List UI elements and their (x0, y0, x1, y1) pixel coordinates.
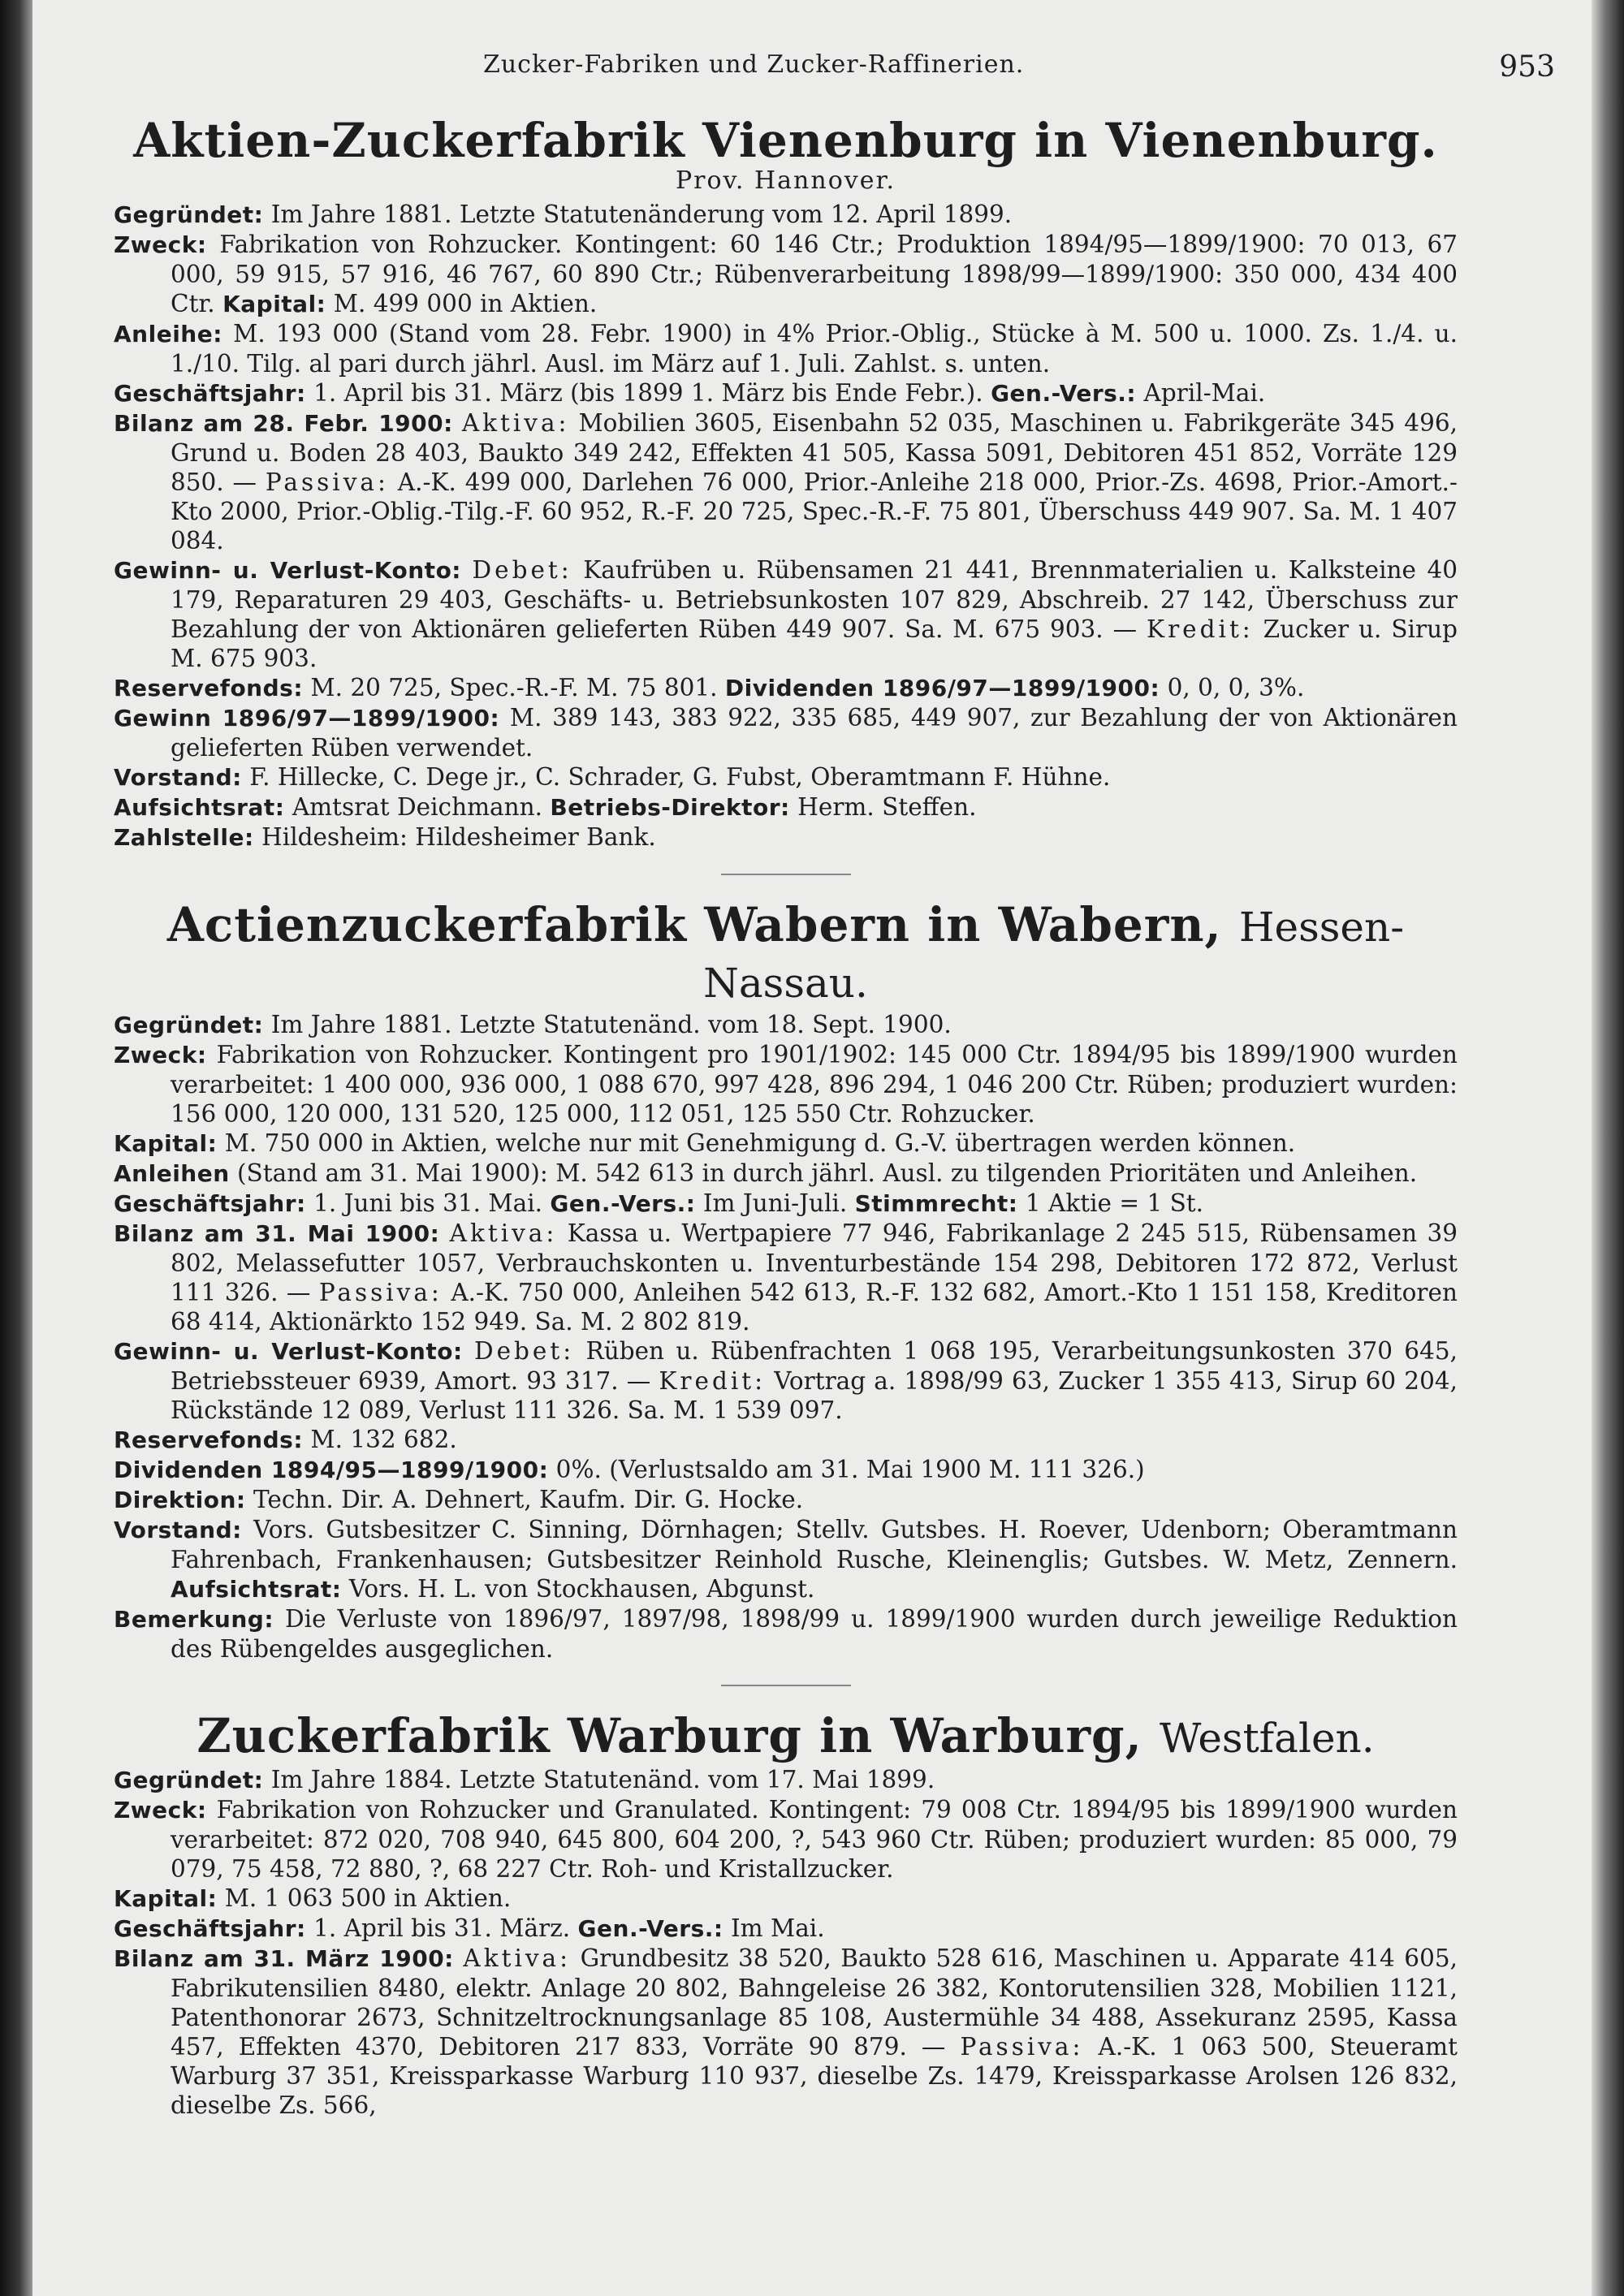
entry-text-meeting: Im Mai. (731, 1914, 825, 1942)
entry-text: M. 20 725, Spec.-R.-F. M. 75 801. (310, 674, 718, 701)
debet-label: Debet: (473, 1337, 575, 1365)
entry-loans (114, 1159, 1458, 1189)
entry-text: M. 750 000 in Aktien, welche nur mit Genehmigung d. G.-V. übertragen werden können. (224, 1129, 1296, 1157)
entry-text-passiva: A.-K. 1 063 500, Steueramt Warburg 37 351, Kreissparkasse Warburg 110 937, dieselbe Zs. 1479, Kreissparkasse Arolsen 126 832, dieselbe Zs. 566, (171, 2033, 1458, 2119)
entry-text: (Stand am 31. Mai 1900): M. 542 613 in durch jährl. Ausl. zu tilgenden Prioritäten und Anleihen. (237, 1159, 1418, 1187)
company-name: Aktien-Zuckerfabrik Vienenburg in Vienenburg. (133, 113, 1438, 168)
entry-text: 0%. (Verlustsaldo am 31. Mai 1900 M. 111 326.) (555, 1456, 1145, 1483)
entry-text-director: Herm. Steffen. (797, 793, 977, 821)
entry-label: Geschäftsjahr: (114, 1190, 306, 1217)
entry-label: Geschäftsjahr: (114, 1915, 306, 1942)
entry-board (114, 1515, 1458, 1604)
passiva-label: Passiva: (960, 2033, 1084, 2061)
entry-text: Mobilien 3605, Eisenbahn 52 035, Maschinen u. Fabrikgeräte 345 496, Grund u. Boden 28 403, Baukto 349 242, Effekten 41 505, Kassa 5091, Debitoren 451 852, Vorräte 129 850. — (171, 409, 1458, 496)
entry-text-passiva: A.-K. 499 000, Darlehen 76 000, Prior.-Anleihe 218 000, Prior.-Zs. 4698, Prior.-Amort.-Kto 2000, Prior.-Oblig.-Tilg.-F. 60 952, R.-F. 20 725, Spec.-R.-F. 75 801, Überschuss 449 907. Sa. M. 1 407 084. (171, 468, 1458, 555)
entry-text-kredit: Vortrag a. 1898/99 63, Zucker 1 355 413, Sirup 60 204, Rückstände 12 089, Verlust 111 326. Sa. M. 1 539 097. (171, 1367, 1458, 1424)
company-section-warburg (114, 1709, 1458, 2120)
entry-text: Fabrikation von Rohzucker. Kontingent pro 1901/1902: 145 000 Ctr. 1894/95 bis 1899/1900 wurden verarbeitet: 1 400 000, 936 000, 1 088 670, 997 428, 896 294, 1 046 200 Ctr. Rüben; produziert wurden: 156 000, 120 000, 131 520, 125 000, 112 051, 125 550 Ctr. Rohzucker. (171, 1041, 1458, 1128)
section-divider (721, 874, 851, 875)
book-page (32, 0, 1592, 2296)
entry-label: Zahlstelle: (114, 824, 254, 851)
company-section-wabern (114, 898, 1458, 1664)
entry-founded (114, 1765, 1458, 1795)
entry-fiscal-year (114, 378, 1458, 408)
entry-purpose (114, 230, 1458, 319)
entry-label: Gegründet: (114, 201, 264, 228)
entry-text: F. Hillecke, C. Dege jr., C. Schrader, G. Fubst, Oberamtmann F. Hühne. (249, 763, 1111, 791)
kredit-label: Kredit: (1147, 615, 1254, 643)
passiva-label: Passiva: (265, 468, 389, 496)
entry-text: Fabrikation von Rohzucker. Kontingent: 60 146 Ctr.; Produktion 1894/95—1899/1900: 70 013, 67 000, 59 915, 57 916, 46 767, 60 890 Ctr.; Rübenverarbeitung 1898/99—1899/1900: 350 000, 434 400 Ctr. (171, 231, 1458, 317)
company-subtitle: Prov. Hannover. (675, 166, 896, 195)
company-section-vienenburg (114, 114, 1458, 852)
page-content (114, 114, 1458, 2120)
entry-reserve (114, 1425, 1458, 1455)
entry-label-supervisory: Aufsichtsrat: (171, 1576, 342, 1603)
entry-label: Zweck: (114, 1042, 207, 1068)
entry-text-dividends: 0, 0, 0, 3%. (1167, 674, 1305, 701)
entry-remark (114, 1604, 1458, 1664)
entry-label: Vorstand: (114, 1517, 242, 1543)
entry-text: M. 389 143, 383 922, 335 685, 449 907, zur Bezahlung der von Aktionären gelieferten Rüben verwendet. (171, 704, 1458, 762)
entry-text: M. 1 063 500 in Aktien. (224, 1884, 512, 1912)
entry-text-voting: 1 Aktie = 1 St. (1025, 1189, 1204, 1217)
entry-text: Im Jahre 1884. Letzte Statutenänd. vom 17. Mai 1899. (270, 1766, 935, 1793)
aktiva-label: Aktiva: (463, 1944, 572, 1972)
entry-text: 1. April bis 31. März (bis 1899 1. März bis Ende Febr.). (313, 379, 983, 407)
entry-label-voting: Stimmrecht: (854, 1190, 1018, 1217)
entry-capital (114, 1884, 1458, 1914)
entry-label: Bilanz am 31. Mai 1900: (114, 1220, 440, 1247)
entry-founded (114, 200, 1458, 230)
aktiva-label: Aktiva: (449, 1219, 558, 1247)
entry-text-kredit: Zucker u. Sirup M. 675 903. (171, 615, 1458, 672)
entry-label: Kapital: (114, 1885, 218, 1912)
entry-text: Fabrikation von Rohzucker und Granulated. Kontingent: 79 008 Ctr. 1894/95 bis 1899/1900 wurden verarbeitet: 872 020, 708 940, 645 800, 604 200, ?, 543 960 Ctr. Rüben; produziert wurden: 85 000, 79 079, 75 458, 72 880, ?, 68 227 Ctr. Roh- und Kristallzucker. (171, 1796, 1458, 1883)
entry-text: 1. April bis 31. März. (313, 1914, 571, 1942)
aktiva-label: Aktiva: (461, 409, 570, 437)
entry-label: Kapital: (114, 1130, 218, 1157)
entry-label: Vorstand: (114, 764, 242, 791)
entry-label-capital: Kapital: (222, 291, 326, 317)
entry-label: Gewinn- u. Verlust-Konto: (114, 1338, 463, 1365)
running-title: Zucker-Fabriken und Zucker-Raffinerien. (483, 50, 1025, 79)
entry-label-meeting: Gen.-Vers.: (577, 1915, 723, 1942)
page-edge-right (1592, 0, 1624, 2296)
entry-label-dividends: Dividenden 1896/97—1899/1900: (724, 675, 1160, 701)
entry-text: Im Jahre 1881. Letzte Statutenänd. vom 18. Sept. 1900. (270, 1011, 952, 1038)
debet-label: Debet: (472, 556, 572, 584)
entry-label: Gegründet: (114, 1012, 264, 1038)
company-title (114, 898, 1458, 1010)
entry-text: Kaufrüben u. Rübensamen 21 441, Brennmaterialien u. Kalksteine 40 179, Reparaturen 29 403, Geschäfts- u. Betriebsunkosten 107 829, Abschreib. 27 142, Überschuss zur Bezahlung der von Aktionären gelieferten Rüben 449 907. Sa. M. 675 903. — (171, 556, 1458, 643)
entry-label: Geschäftsjahr: (114, 380, 306, 407)
page-header (32, 50, 1559, 83)
entry-text: M. 193 000 (Stand vom 28. Febr. 1900) in 4% Prior.-Oblig., Stücke à M. 500 u. 1000. Zs. 1./4. u. 1./10. Tilg. al pari durch jährl. Ausl. im März auf 1. Juli. Zahlst. s. unten. (171, 320, 1458, 378)
entry-label: Dividenden 1894/95—1899/1900: (114, 1457, 549, 1483)
company-name: Zuckerfabrik Warburg in Warburg, (197, 1708, 1142, 1763)
entry-label: Direktion: (114, 1487, 246, 1513)
entry-board (114, 762, 1458, 792)
entry-profit-loss (114, 1336, 1458, 1425)
entry-text-meeting: April-Mai. (1143, 379, 1266, 407)
entry-label: Bemerkung: (114, 1606, 274, 1633)
entry-text: Rüben u. Rübenfrachten 1 068 195, Verarbeitungsunkosten 370 645, Betriebssteuer 6939, Amort. 93 317. — (171, 1337, 1458, 1395)
entry-founded (114, 1010, 1458, 1040)
entry-text: Grundbesitz 38 520, Baukto 528 616, Maschinen u. Apparate 414 605, Fabrikutensilien 8480, elektr. Anlage 20 802, Bahngeleise 26 382, Kontorutensilien 328, Mobilien 1121, Patenthonorar 2673, Schnitzeltrocknungsanlage 85 108, Austermühle 34 488, Assekuranz 2595, Kassa 457, Effekten 4370, Debitoren 217 833, Vorräte 90 879. — (171, 1944, 1458, 2061)
entry-fiscal-year (114, 1189, 1458, 1219)
section-divider (721, 1685, 851, 1686)
entry-label: Aufsichtsrat: (114, 794, 285, 821)
entry-label: Zweck: (114, 1797, 207, 1823)
entry-text: Die Verluste von 1896/97, 1897/98, 1898/99 u. 1899/1900 wurden durch jeweilige Reduktion des Rübengeldes ausgeglichen. (171, 1605, 1458, 1663)
entry-label: Zweck: (114, 231, 207, 258)
entry-text: Im Jahre 1881. Letzte Statutenänderung vom 12. April 1899. (270, 201, 1013, 228)
company-title (114, 1709, 1458, 1765)
entry-label-director: Betriebs-Direktor: (550, 794, 790, 821)
entry-label: Anleihe: (114, 321, 222, 347)
entry-fiscal-year (114, 1914, 1458, 1944)
entry-label-meeting: Gen.-Vers.: (991, 380, 1137, 407)
entry-text: Kassa u. Wertpapiere 77 946, Fabrikanlage 2 245 515, Rübensamen 39 802, Melassefutter 1057, Verbrauchskonten u. Inventurbestände 154 298, Debitoren 172 872, Verlust 111 326. — (171, 1219, 1458, 1306)
company-region: Hessen-Nassau. (703, 904, 1405, 1007)
company-title (114, 114, 1458, 167)
entry-label: Bilanz am 28. Febr. 1900: (114, 410, 453, 437)
page-number: 953 (1499, 50, 1555, 84)
entry-text-meeting: Im Juni-Juli. (702, 1189, 848, 1217)
entry-balance (114, 1944, 1458, 2120)
page-edge-left (0, 0, 32, 2296)
entry-text: 1. Juni bis 31. Mai. (313, 1189, 543, 1217)
entry-label: Reservefonds: (114, 675, 304, 701)
entry-supervisory (114, 792, 1458, 822)
entry-profit (114, 703, 1458, 762)
entry-profit-loss (114, 555, 1458, 673)
entry-text-supervisory: Vors. H. L. von Stockhausen, Abgunst. (348, 1575, 815, 1603)
entry-text: Hildesheim: Hildesheimer Bank. (261, 823, 656, 851)
entry-purpose (114, 1795, 1458, 1884)
entry-balance (114, 1219, 1458, 1336)
entry-text: M. 132 682. (310, 1426, 457, 1453)
entry-label-meeting: Gen.-Vers.: (550, 1190, 696, 1217)
entry-text-capital: M. 499 000 in Aktien. (333, 290, 598, 317)
entry-text: Techn. Dir. A. Dehnert, Kaufm. Dir. G. Hocke. (253, 1486, 804, 1513)
company-name: Actienzuckerfabrik Wabern in Wabern, (166, 897, 1222, 952)
kredit-label: Kredit: (659, 1367, 767, 1395)
entry-purpose (114, 1040, 1458, 1129)
entry-text: Vors. Gutsbesitzer C. Sinning, Dörnhagen; Stellv. Gutsbes. H. Roever, Udenborn; Oberamtmann Fahrenbach, Frankenhausen; Gutsbesitzer Reinhold Rusche, Kleinenglis; Gutsbes. W. Metz, Zennern. (171, 1516, 1458, 1573)
entry-capital (114, 1129, 1458, 1159)
passiva-label: Passiva: (318, 1279, 443, 1306)
entry-label: Gewinn 1896/97—1899/1900: (114, 705, 500, 732)
entry-reserve (114, 673, 1458, 703)
entry-management (114, 1485, 1458, 1515)
entry-balance (114, 408, 1458, 555)
entry-text-passiva: A.-K. 750 000, Anleihen 542 613, R.-F. 132 682, Amort.-Kto 1 151 158, Kreditoren 68 414, Aktionärkto 152 949. Sa. M. 2 802 819. (171, 1279, 1458, 1336)
entry-label: Bilanz am 31. März 1900: (114, 1945, 454, 1972)
entry-label: Gewinn- u. Verlust-Konto: (114, 557, 462, 584)
entry-text: Amtsrat Deichmann. (292, 793, 543, 821)
company-region: Westfalen. (1160, 1715, 1375, 1762)
entry-paying-agent (114, 822, 1458, 852)
entry-label: Anleihen (114, 1160, 230, 1187)
entry-label: Reservefonds: (114, 1426, 304, 1453)
entry-dividends (114, 1455, 1458, 1485)
entry-label: Gegründet: (114, 1767, 264, 1793)
entry-loan (114, 319, 1458, 378)
